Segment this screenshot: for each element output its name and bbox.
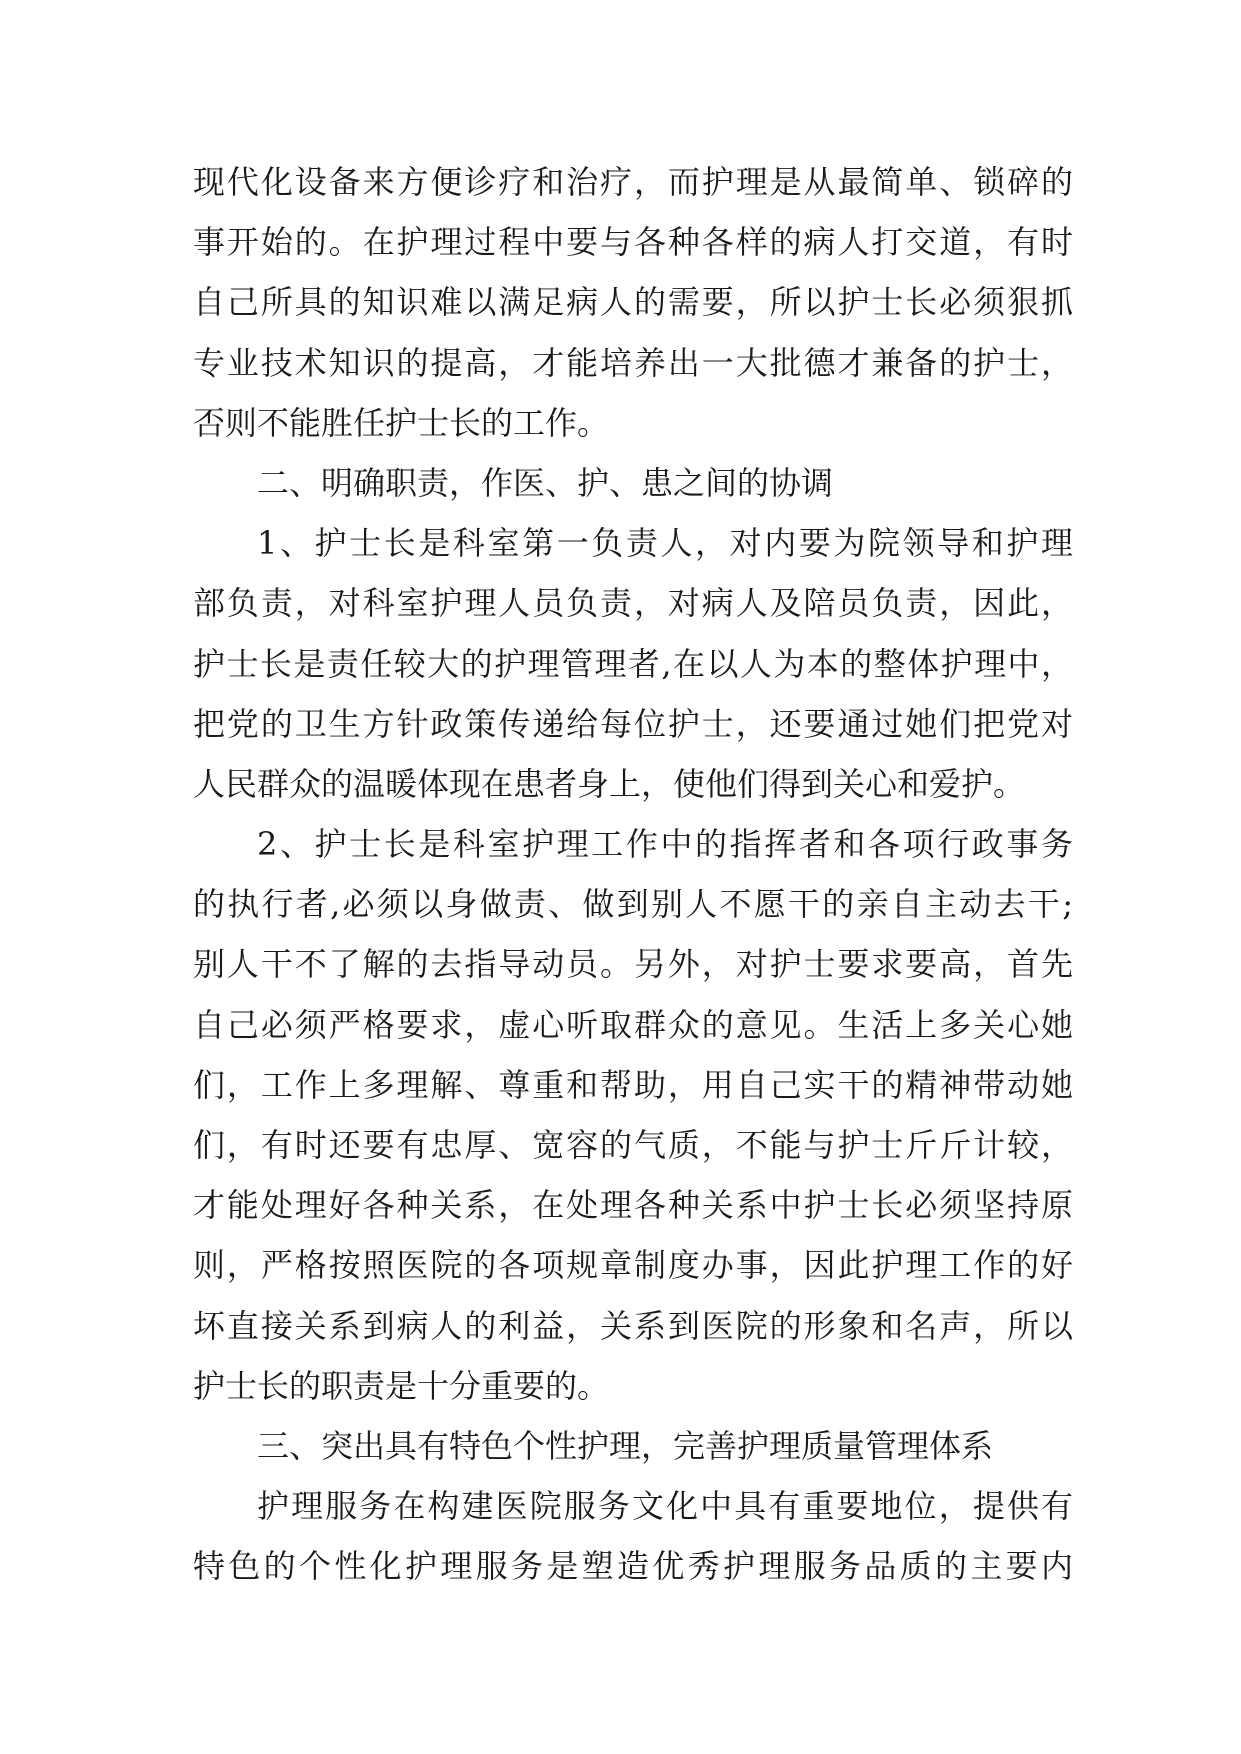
text-line: 自己所具的知识难以满足病人的需要，所以护士长必须狠抓 xyxy=(193,283,1073,322)
text-line: 的执行者,必须以身做责、做到别人不愿干的亲自主动去干; xyxy=(193,885,1073,924)
text-line: 1、护士长是科室第一负责人，对内要为院领导和护理 xyxy=(257,524,1073,563)
text-line: 现代化设备来方便诊疗和治疗，而护理是从最简单、锁碎的 xyxy=(193,163,1073,201)
text-line: 2、护士长是科室护理工作中的指挥者和各项行政事务 xyxy=(257,825,1073,864)
text-line: 专业技术知识的提高，才能培养出一大批德才兼备的护士， xyxy=(193,343,1073,382)
text-line: 别人干不了解的去指导动员。另外，对护士要求要高，首先 xyxy=(193,945,1073,984)
text-line: 们，有时还要有忠厚、宽容的气质，不能与护士斤斤计较， xyxy=(193,1126,1073,1164)
text-line: 把党的卫生方针政策传递给每位护士，还要通过她们把党对 xyxy=(193,704,1073,743)
text-line: 们，工作上多理解、尊重和帮助，用自己实干的精神带动她 xyxy=(193,1065,1073,1104)
text-line: 否则不能胜任护士长的工作。 xyxy=(193,403,610,442)
text-line: 部负责，对科室护理人员负责，对病人及陪员负责，因此， xyxy=(193,584,1073,623)
text-line: 坏直接关系到病人的利益，关系到医院的形象和名声，所以 xyxy=(193,1306,1073,1345)
body-text xyxy=(193,152,1073,1597)
text-line: 才能处理好各种关系，在处理各种关系中护士长必须坚持原 xyxy=(193,1186,1073,1225)
section-heading: 三、突出具有特色个性护理，完善护理质量管理体系 xyxy=(257,1426,994,1465)
text-line: 护士长的职责是十分重要的。 xyxy=(193,1366,610,1405)
text-line: 护理服务在构建医院服务文化中具有重要地位，提供有 xyxy=(257,1487,1073,1526)
text-line: 事开始的。在护理过程中要与各种各样的病人打交道，有时 xyxy=(193,223,1073,262)
text-line: 人民群众的温暖体现在患者身上，使他们得到关心和爱护。 xyxy=(193,764,1026,803)
section-heading: 二、明确职责，作医、护、患之间的协调 xyxy=(257,463,834,502)
text-line: 自己必须严格要求，虚心听取群众的意见。生活上多关心她 xyxy=(193,1005,1073,1044)
text-line: 则，严格按照医院的各项规章制度办事，因此护理工作的好 xyxy=(193,1246,1073,1285)
text-line: 护士长是责任较大的护理管理者,在以人为本的整体护理中， xyxy=(193,644,1073,683)
text-line: 特色的个性化护理服务是塑造优秀护理服务品质的主要内 xyxy=(193,1547,1073,1586)
